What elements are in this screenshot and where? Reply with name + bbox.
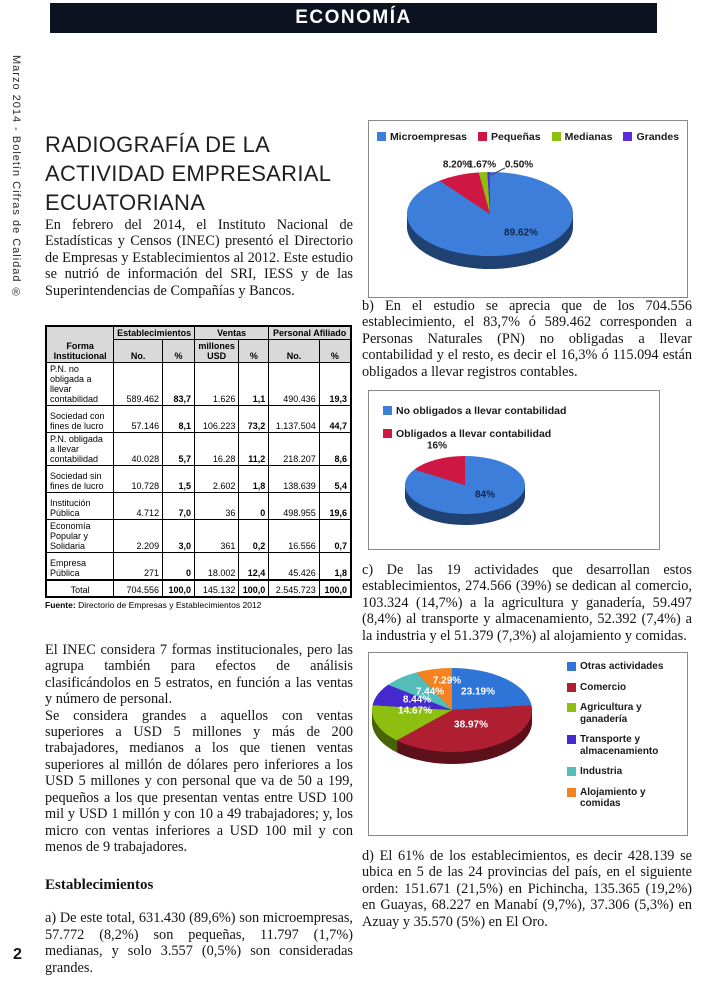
legend-item bbox=[383, 428, 566, 440]
paragraph-a: a) De este total, 631.430 (89,6%) son microempresas, 57.772 (8,2%) son pequeñas, 11.797 (1,7%) medianas, y solo 3.557 (0,5%) son consideradas grandes. bbox=[45, 910, 353, 976]
table-cell: 106.223 bbox=[195, 406, 239, 433]
legend-swatch-icon bbox=[567, 683, 576, 692]
table-source-note bbox=[45, 600, 353, 610]
table-cell: 8,1 bbox=[163, 406, 195, 433]
pie-3d-graphic bbox=[369, 121, 687, 297]
legend-label: Industria bbox=[580, 766, 623, 778]
col-header-forma: Forma Institucional bbox=[46, 326, 114, 363]
table-cell: 498.955 bbox=[269, 493, 320, 520]
table-row bbox=[46, 406, 351, 433]
table-cell: 589.462 bbox=[114, 363, 163, 406]
table-row bbox=[46, 520, 351, 553]
col-header-no-1: No. bbox=[114, 340, 163, 363]
table-cell: P.N. no obligada a llevar contabilidad bbox=[46, 363, 114, 406]
source-text: Directorio de Empresas y Establecimientos 2012 bbox=[75, 600, 262, 611]
legend-label: Pequeñas bbox=[490, 131, 541, 143]
right-column bbox=[362, 118, 692, 930]
pie-data-label: 84% bbox=[474, 489, 496, 501]
pie-data-label: 16% bbox=[426, 440, 448, 452]
table-cell: 0 bbox=[163, 553, 195, 581]
table-cell: Economía Popular y Solidaria bbox=[46, 520, 114, 553]
chart-legend bbox=[567, 661, 683, 810]
legend-label: Obligados a llevar contabilidad bbox=[396, 428, 552, 441]
table-cell: 490.436 bbox=[269, 363, 320, 406]
col-header-pct-1: % bbox=[163, 340, 195, 363]
table-cell: Empresa Pública bbox=[46, 553, 114, 581]
legend-label: Agricultura y ganadería bbox=[580, 702, 642, 725]
legend-label: Otras actividades bbox=[580, 661, 664, 673]
pie-data-label: 14.67% bbox=[398, 705, 432, 717]
section-header-bar bbox=[50, 3, 657, 33]
article-title: RADIOGRAFÍA DE LA ACTIVIDAD EMPRESARIAL ECUATORIANA bbox=[45, 132, 331, 215]
col-group-ventas: Ventas bbox=[195, 326, 269, 340]
establecimientos-heading: Establecimientos bbox=[45, 877, 154, 894]
table-cell: 0,2 bbox=[239, 520, 269, 553]
section-title: ECONOMÍA bbox=[295, 7, 412, 28]
legend-item bbox=[623, 131, 679, 143]
table-cell: 100,0 bbox=[163, 580, 195, 597]
legend-item bbox=[552, 131, 613, 143]
legend-label: Alojamiento y comidas bbox=[580, 786, 646, 810]
table-cell: 138.639 bbox=[269, 466, 320, 493]
chart-legend bbox=[383, 405, 566, 440]
source-label: Fuente: bbox=[45, 600, 76, 611]
table-row bbox=[46, 580, 351, 597]
table-cell: 11,2 bbox=[239, 433, 269, 466]
legend-swatch-icon bbox=[552, 132, 561, 141]
table-cell: 45.426 bbox=[269, 553, 320, 581]
institutional-forms-table bbox=[45, 325, 352, 598]
legend-label: Comercio bbox=[580, 681, 627, 693]
table-cell: 100,0 bbox=[239, 580, 269, 597]
left-column bbox=[45, 130, 353, 976]
table-cell: 12,4 bbox=[239, 553, 269, 581]
table-cell: 7,0 bbox=[163, 493, 195, 520]
pie-data-label: 8.44% bbox=[402, 694, 432, 706]
table-cell: 0 bbox=[239, 493, 269, 520]
table-row bbox=[46, 466, 351, 493]
table-cell: 0,7 bbox=[319, 520, 351, 553]
table-cell: 8,6 bbox=[319, 433, 351, 466]
pie-chart-contabilidad bbox=[368, 390, 660, 550]
table-row bbox=[46, 363, 351, 406]
table-cell: 5,7 bbox=[163, 433, 195, 466]
table-cell: 3,0 bbox=[163, 520, 195, 553]
table-cell: 2.602 bbox=[195, 466, 239, 493]
table-cell: 19,6 bbox=[319, 493, 351, 520]
table-cell: 100,0 bbox=[319, 580, 351, 597]
pie-data-label: 8.20% bbox=[442, 159, 472, 171]
table-cell: 44,7 bbox=[319, 406, 351, 433]
pie-chart-actividades bbox=[368, 652, 688, 836]
legend-item bbox=[478, 131, 541, 143]
legend-item bbox=[567, 734, 683, 757]
table-cell: 361 bbox=[195, 520, 239, 553]
col-header-pct-2: % bbox=[239, 340, 269, 363]
table-cell: 4.712 bbox=[114, 493, 163, 520]
table-cell: P.N. obligada a llevar contabilidad bbox=[46, 433, 114, 466]
col-header-pct-3: % bbox=[319, 340, 351, 363]
table-cell: 18.002 bbox=[195, 553, 239, 581]
table-group-header-row bbox=[46, 326, 351, 340]
edition-vertical-text: Marzo 2014 - Boletín Cifras de Calidad ® bbox=[10, 55, 22, 300]
table-cell: 16.556 bbox=[269, 520, 320, 553]
pie-data-label: 7.29% bbox=[432, 675, 462, 687]
table-cell: 73,2 bbox=[239, 406, 269, 433]
legend-swatch-icon bbox=[567, 788, 576, 797]
legend-swatch-icon bbox=[567, 662, 576, 671]
table-cell: 1.137.504 bbox=[269, 406, 320, 433]
table-cell: 5,4 bbox=[319, 466, 351, 493]
legend-item bbox=[567, 787, 683, 810]
legend-swatch-icon bbox=[383, 406, 392, 415]
pie-data-label: 7.44% bbox=[415, 686, 445, 698]
legend-swatch-icon bbox=[567, 703, 576, 712]
table-cell: 218.207 bbox=[269, 433, 320, 466]
table-cell: Institución Pública bbox=[46, 493, 114, 520]
paragraph-inec-formas: El INEC considera 7 formas institucionales, pero las agrupa también para efectos de análisis clasificándolos en 5 estratos, en función a las ventas y número de personal. bbox=[45, 642, 353, 708]
pie-data-label: 89.62% bbox=[504, 227, 538, 239]
table-cell: 10.728 bbox=[114, 466, 163, 493]
legend-label: No obligados a llevar contabilidad bbox=[396, 405, 567, 418]
pie-data-label: 38.97% bbox=[454, 719, 488, 731]
pie-chart-tamano-empresas bbox=[368, 120, 688, 298]
table-row bbox=[46, 553, 351, 581]
col-group-personal: Personal Afiliado bbox=[269, 326, 351, 340]
paragraph-estratos: Se considera grandes a aquellos con ventas superiores a USD 5 millones y más de 200 trabajadores, medianos a los que tienen ventas superiores al millón de dólares pero inferiores a los USD 5 millones y con personal que va de 50 a 199, pequeños a los que presentan ventas entre USD 100 mil y USD 1 millón y con 10 a 49 trabajadores; y, los micro con ventas inferiores a USD 100 mil y con menos de 9 trabajadores. bbox=[45, 707, 353, 855]
pie-data-label: 0.50% bbox=[504, 159, 534, 171]
table-cell: 271 bbox=[114, 553, 163, 581]
paragraph-d: d) El 61% de los establecimientos, es decir 428.139 se ubica en 5 de las 24 provincias del país, en el siguiente orden: 151.671 (21,5%) en Pichincha, 135.365 (19,2%) en Guayas, 68.227 en Manabí (9,7%), 37.306 (5,3%) en Azuay y 35.570 (5%) en El Oro. bbox=[362, 848, 692, 930]
legend-item bbox=[383, 405, 566, 417]
legend-swatch-icon bbox=[377, 132, 386, 141]
table-cell: 1,8 bbox=[239, 466, 269, 493]
table-cell: 1,8 bbox=[319, 553, 351, 581]
table-body bbox=[46, 363, 351, 598]
chart-legend bbox=[369, 131, 687, 143]
legend-item bbox=[377, 131, 467, 143]
legend-swatch-icon bbox=[478, 132, 487, 141]
legend-swatch-icon bbox=[567, 735, 576, 744]
legend-label: Grandes bbox=[636, 131, 680, 143]
table-cell: 2.209 bbox=[114, 520, 163, 553]
table-cell: 40.028 bbox=[114, 433, 163, 466]
table-cell: Sociedad con fines de lucro bbox=[46, 406, 114, 433]
table-header bbox=[46, 326, 351, 363]
col-header-millones: millones USD bbox=[195, 340, 239, 363]
legend-swatch-icon bbox=[623, 132, 632, 141]
table-cell: 1,5 bbox=[163, 466, 195, 493]
col-header-no-2: No. bbox=[269, 340, 320, 363]
col-group-establecimientos: Establecimientos bbox=[114, 326, 195, 340]
table-cell: Sociedad sin fines de lucro bbox=[46, 466, 114, 493]
table-cell: 145.132 bbox=[195, 580, 239, 597]
legend-item bbox=[567, 702, 683, 725]
paragraph-b: b) En el estudio se aprecia que de los 704.556 establecimiento, el 83,7% ó 589.462 corresponden a Personas Naturales (PN) no obligadas a llevar contabilidad y el resto, es decir el 16,3% ó 115.094 están obligados a llevar registros contables. bbox=[362, 298, 692, 380]
table-cell: 1,1 bbox=[239, 363, 269, 406]
pie-data-label: 23.19% bbox=[461, 686, 495, 698]
legend-swatch-icon bbox=[383, 429, 392, 438]
table-cell: 2.545.723 bbox=[269, 580, 320, 597]
table-cell: 36 bbox=[195, 493, 239, 520]
table-cell: 57.146 bbox=[114, 406, 163, 433]
legend-swatch-icon bbox=[567, 767, 576, 776]
table-cell: 704.556 bbox=[114, 580, 163, 597]
legend-item bbox=[567, 766, 683, 778]
legend-label: Transporte y almacenamiento bbox=[580, 734, 659, 757]
table-cell: 83,7 bbox=[163, 363, 195, 406]
table-cell: 19,3 bbox=[319, 363, 351, 406]
table-cell: 16.28 bbox=[195, 433, 239, 466]
page-number: 2 bbox=[13, 946, 22, 963]
pie-data-label: 1.67% bbox=[467, 159, 497, 171]
table-cell: 1.626 bbox=[195, 363, 239, 406]
legend-label: Medianas bbox=[564, 131, 613, 143]
paragraph-c: c) De las 19 actividades que desarrollan estos establecimientos, 274.566 (39%) se dedican al comercio, 103.324 (14,7%) a la agricultura y ganadería, 59.497 (8,4%) al transporte y almacenamiento, 52.392 (7,4%) a la industria y el 51.379 (7,3%) al alojamiento y comidas. bbox=[362, 562, 692, 644]
table-row bbox=[46, 433, 351, 466]
table-row bbox=[46, 493, 351, 520]
paragraph-intro: En febrero del 2014, el Instituto Nacional de Estadísticas y Censos (INEC) presentó el Directorio de Empresas y Establecimientos al 2012. Este estudio se nutrió de información del SRI, IESS y de las Superintendencias de Compañías y Bancos. bbox=[45, 217, 353, 299]
legend-item bbox=[567, 682, 683, 694]
table-cell: Total bbox=[46, 580, 114, 597]
legend-label: Microempresas bbox=[389, 131, 467, 143]
legend-item bbox=[567, 661, 683, 673]
